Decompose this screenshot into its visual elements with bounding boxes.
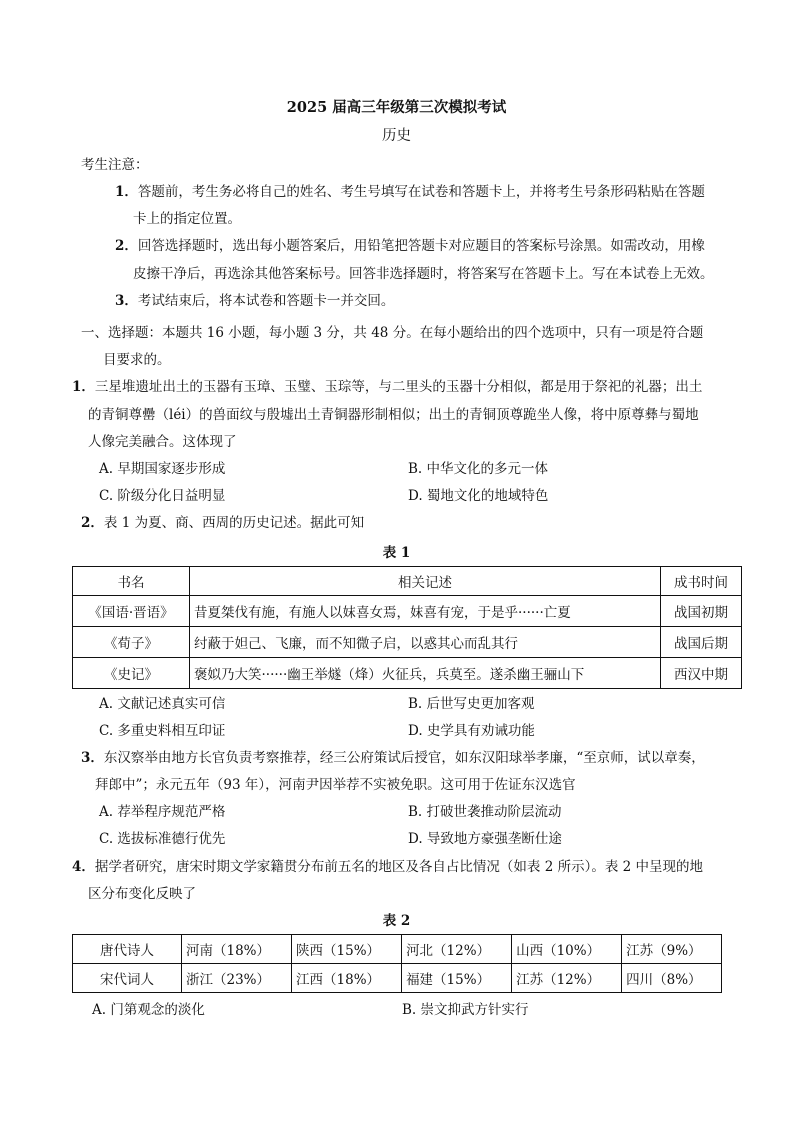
table-cell: 纣蔽于妲己、飞廉，而不知微子启，以惑其心而乱其行 [190,627,661,658]
q3-option-a: A. 荐举程序规范严格 [99,804,226,820]
q4-option-b: B. 崇文抑武方针实行 [402,1002,529,1018]
table-cell: 西汉中期 [661,658,742,689]
table-cell: 宋代词人 [73,964,182,993]
question-1: 1．三星堆遗址出土的玉器有玉璋、玉璧、玉琮等，与二里头的玉器十分相似，都是用于祭祀的礼器；出土 [72,379,703,395]
table-cell: 褒姒乃大笑······幽王举燧（烽）火征兵，兵莫至。遂杀幽王骊山下 [190,658,661,689]
q4-option-a: A. 门第观念的淡化 [92,1002,205,1018]
table-1-header: 相关记述 [190,567,661,596]
table-cell: 福建（15%） [402,964,512,993]
notice-item-2-cont: 皮擦干净后，再选涂其他答案标号。回答非选择题时，将答案写在答题卡上。写在本试卷上无效。 [133,266,714,282]
q3-option-b: B. 打破世袭推动阶层流动 [408,804,562,820]
notice-item-1-cont: 卡上的指定位置。 [133,211,241,227]
notice-item-2: 2．回答选择题时，选出每小题答案后，用铅笔把答题卡对应题目的答案标号涂黑。如需改动，用橡 [115,238,705,254]
table-1 [72,566,742,689]
table-1-header: 书名 [73,567,190,596]
table-1-header-row [73,567,742,596]
table-1-caption: 表 1 [382,545,411,561]
q1-option-d: D. 蜀地文化的地域特色 [408,488,549,504]
q2-option-d: D. 史学具有劝诫功能 [408,723,535,739]
table-row [73,935,722,964]
table-row [73,964,722,993]
table-row [73,627,742,658]
table-cell: 河北（12%） [402,935,512,964]
table-cell: 陕西（15%） [292,935,402,964]
question-1-line-3: 人像完美融合。这体现了 [88,434,237,450]
table-cell: 战国初期 [661,596,742,627]
question-3-line-2: 拜郎中”；永元五年（93 年），河南尹因举荐不实被免职。这可用于佐证东汉选官 [95,777,576,793]
notice-item-1: 1．答题前，考生务必将自己的姓名、考生号填写在试卷和答题卡上，并将考生号条形码粘贴在答题 [115,184,705,200]
question-2: 2．表 1 为夏、商、西周的历史记述。据此可知 [81,515,365,531]
q1-option-b: B. 中华文化的多元一体 [408,461,549,477]
q1-option-c: C. 阶级分化日益明显 [99,488,226,504]
question-4-line-2: 区分布变化反映了 [88,886,196,902]
table-1-header: 成书时间 [661,567,742,596]
question-3: 3．东汉察举由地方长官负责考察推荐，经三公府策试后授官，如东汉阳球举孝廉，“至京师，试以章奏， [81,750,705,766]
notice-item-3: 3．考试结束后，将本试卷和答题卡一并交回。 [115,293,395,309]
table-cell: 《荀子》 [73,627,190,658]
table-cell: 浙江（23%） [182,964,292,993]
table-cell: 战国后期 [661,627,742,658]
section-heading-cont: 目要求的。 [103,352,171,368]
q3-option-c: C. 选拔标准德行优先 [99,831,226,847]
table-cell: 江苏（9%） [622,935,722,964]
table-row [73,658,742,689]
q3-option-d: D. 导致地方豪强垄断仕途 [408,831,562,847]
subject-title: 历史 [382,128,411,144]
table-cell: 江西（18%） [292,964,402,993]
question-1-line-2: 的青铜尊罍（léi）的兽面纹与殷墟出土青铜器形制相似；出土的青铜顶尊跪坐人像，将中原尊彝与蜀地 [88,407,699,423]
table-cell: 山西（10%） [512,935,622,964]
section-heading: 一、选择题：本题共 16 小题，每小题 3 分，共 48 分。在每小题给出的四个选项中，只有一项是符合题 [81,325,704,341]
q1-option-a: A. 早期国家逐步形成 [99,461,226,477]
table-cell: 昔夏桀伐有施，有施人以妺喜女焉，妺喜有宠，于是乎······亡夏 [190,596,661,627]
table-cell: 唐代诗人 [73,935,182,964]
table-row [73,596,742,627]
exam-title: 2025 届高三年级第三次模拟考试 [286,99,507,116]
q2-option-b: B. 后世写史更加客观 [408,696,535,712]
q2-option-c: C. 多重史料相互印证 [99,723,226,739]
table-2 [72,934,722,993]
table-cell: 四川（8%） [622,964,722,993]
table-2-caption: 表 2 [382,913,411,929]
table-cell: 河南（18%） [182,935,292,964]
table-cell: 《国语·晋语》 [73,596,190,627]
q2-option-a: A. 文献记述真实可信 [99,696,226,712]
question-4: 4．据学者研究，唐宋时期文学家籍贯分布前五名的地区及各自占比情况（如表 2 所示）。表 2 中呈现的地 [72,859,703,875]
notice-heading: 考生注意： [81,157,149,173]
table-cell: 江苏（12%） [512,964,622,993]
table-cell: 《史记》 [73,658,190,689]
